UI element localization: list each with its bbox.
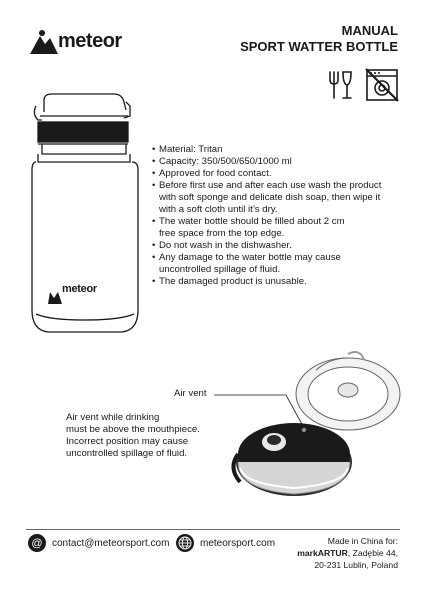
email-icon [28,534,46,552]
spec-item: • The damaged product is unusable. [152,276,404,288]
address-line [297,547,398,559]
lid-illustration [230,350,408,510]
brand-wordmark: meteor [58,30,122,52]
spec-item: with a soft cloth until it’s dry. [159,204,278,215]
note-line: Air vent while drinking [66,412,160,423]
title-line-2: SPORT WATTER BOTTLE [240,39,398,54]
spec-item: with soft sponge and delicate dish soap, then wipe it [159,192,381,203]
manual-title [240,23,398,55]
made-in-line: Made in China for: [327,536,398,546]
no-dishwasher-icon [365,68,399,102]
spec-item: • Capacity: 350/500/650/1000 ml [152,156,404,168]
fork-glass-icon [327,70,353,100]
bottle-illustration [30,92,142,338]
note-line: uncontrolled spillage of fluid. [66,448,188,459]
spec-item: • The water bottle should be filled about 2 cm [152,216,404,228]
drinking-note [66,412,236,460]
spec-item: • Before first use and after each use wash the product [152,180,404,192]
spec-item: • Material: Tritan [152,144,404,156]
title-line-1: MANUAL [341,23,398,38]
spec-item: • Approved for food contact. [152,168,404,180]
website-url: meteorsport.com [200,538,276,549]
svg-text:@: @ [31,537,43,550]
spec-item: free space from the top edge. [159,228,285,239]
bottle-logo-text: meteor [62,283,97,295]
email-address: contact@meteorsport.com [52,538,170,549]
spec-item: • Any damage to the water bottle may cause [152,252,404,264]
company-name: markARTUR [297,548,348,558]
air-vent-label: Air vent [174,388,207,399]
city-line: 20-231 Lublin, Poland [314,560,398,570]
spec-item: • Do not wash in the dishwasher. [152,240,404,252]
spec-item: uncontrolled spillage of fluid. [159,264,281,275]
address-street: , Zadębie 44, [347,548,398,558]
note-line: Incorrect position may cause [66,436,189,447]
manufacturer-info [297,535,398,571]
globe-icon [176,534,194,552]
specs-list [152,144,404,288]
mountain-icon [30,30,58,54]
note-line: must be above the mouthpiece. [66,424,200,435]
footer-divider [26,529,400,530]
